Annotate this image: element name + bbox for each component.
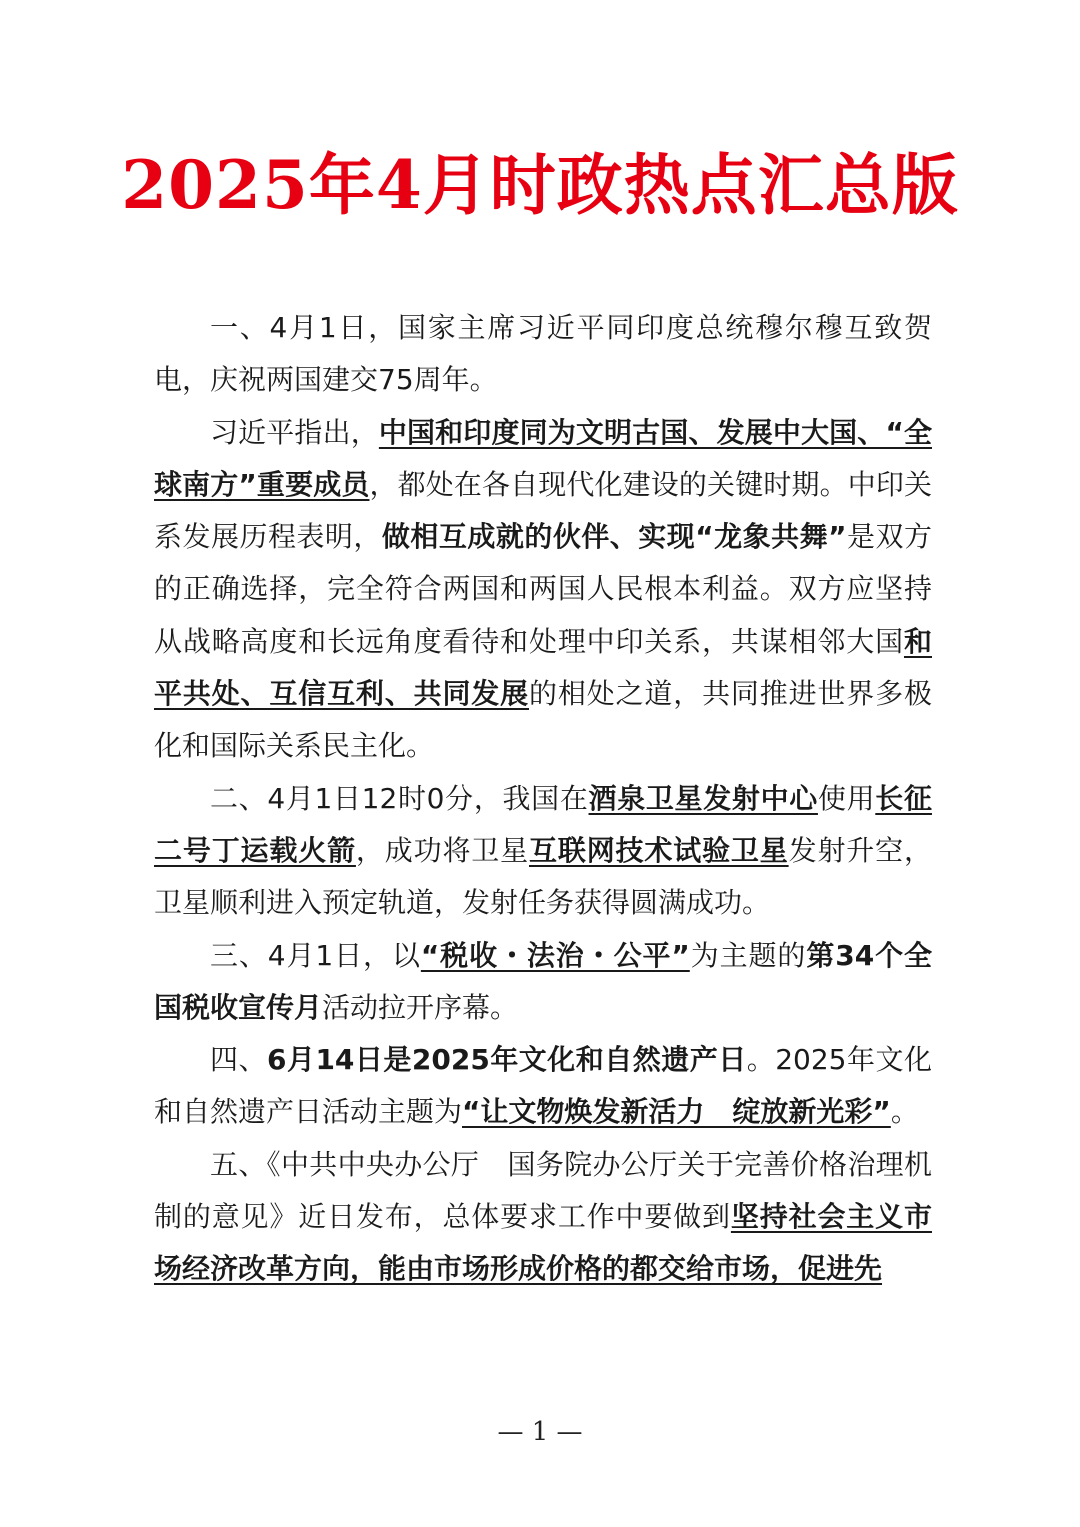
paragraph-6 — [154, 1139, 932, 1296]
p5-text-e: 。 — [890, 1095, 919, 1129]
p5-theme: “让文物焕发新活力 绽放新光彩” — [462, 1095, 891, 1129]
page-number: — 1 — — [497, 1417, 583, 1447]
p2-key-point-1: 中国和印度同为文明古国、发展中大国、“全球南方”重要成员 — [154, 415, 932, 501]
p4-text-a: 三、4月1日，以 — [210, 938, 421, 972]
p3-text-g: 发射升空，卫星顺利进入预定轨道，发射任务获得圆满成功。 — [154, 833, 932, 920]
p2-text-e: 是双方的正确选择，完全符合两国和两国人民根本利益。双方应坚持从战略高度和长远角度看待和处理中印关系，共谋相邻大国 — [154, 520, 932, 658]
p2-text-g: 的相处之道，共同推进世界多极化和国际关系民主化。 — [154, 677, 932, 763]
p2-text-c: ，都处在各自现代化建设的关键时期。中印关系发展历程表明， — [154, 467, 932, 554]
paragraph-1 — [154, 302, 932, 407]
p3-satellite: 互联网技术试验卫星 — [529, 833, 789, 867]
p3-text-c: 使用 — [817, 781, 876, 815]
p5-text-c: 。2025年文化和自然遗产日活动主题为 — [154, 1043, 932, 1129]
p4-event: 第34个全国税收宣传月 — [154, 938, 932, 1024]
p6-key-point: 坚持社会主义市场经济改革方向，能由市场形成价格的都交给市场，促进先 — [154, 1200, 932, 1286]
paragraph-4 — [154, 930, 932, 1035]
p3-text-e: ，成功将卫星 — [355, 833, 529, 867]
p2-text-a: 习近平指出， — [210, 415, 379, 449]
p4-text-e: 活动拉开序幕。 — [322, 990, 519, 1024]
p3-launch-center: 酒泉卫星发射中心 — [588, 781, 818, 815]
paragraph-5 — [154, 1034, 932, 1139]
p4-text-c: 为主题的 — [689, 938, 807, 972]
p3-rocket: 长征二号丁运载火箭 — [154, 781, 932, 867]
p5-text-a: 四、 — [210, 1043, 267, 1077]
p4-theme: “税收・法治・公平” — [420, 938, 690, 972]
p2-key-point-3: 和平共处、互信互利、共同发展 — [154, 624, 932, 711]
document-body — [154, 302, 932, 1296]
p5-date: 6月14日是2025年文化和自然遗产日 — [266, 1043, 747, 1077]
paragraph-2 — [154, 407, 932, 773]
p1-text: 一、4月1日，国家主席习近平同印度总统穆尔穆互致贺电，庆祝两国建交75周年。 — [154, 311, 932, 397]
page-title: 2025年4月时政热点汇总版 — [121, 146, 959, 224]
p2-key-point-2: 做相互成就的伙伴、实现“龙象共舞” — [381, 520, 847, 554]
paragraph-3 — [154, 773, 932, 930]
p3-text-a: 二、4月1日12时0分，我国在 — [210, 781, 589, 815]
p6-text-a: 五、《中共中央办公厅 国务院办公厅关于完善价格治理机制的意见》近日发布，总体要求工作中要做到 — [154, 1147, 932, 1234]
